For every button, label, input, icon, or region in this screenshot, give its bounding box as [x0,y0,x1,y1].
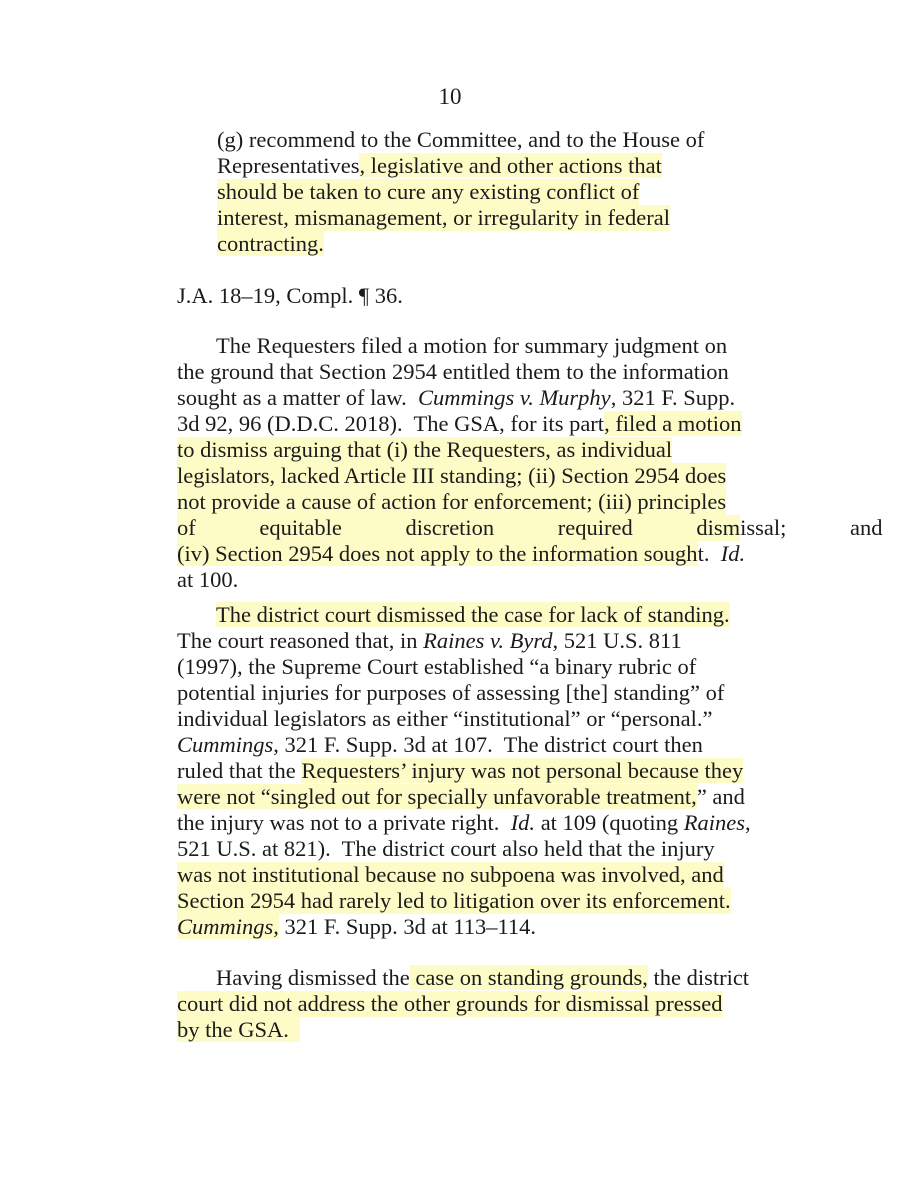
citation: J.A. 18–19, Compl. ¶ 36. [177,283,403,308]
text-line: 521 U.S. at 821). The district court also held that the injury [177,836,715,861]
text-line: potential injuries for purposes of assessing [the] standing” of [177,680,725,705]
text-line: sought as a matter of law. Cummings v. Murphy, 321 F. Supp. [177,385,736,410]
quote-line: interest, mismanagement, or irregularity in federal [217,205,670,230]
quote-line: should be taken to cure any existing conflict of [217,179,640,204]
text-line: ruled that the Requesters’ injury was not personal because they [177,758,744,783]
page-number: 10 [438,84,462,109]
text-line: of equitable discretion required dismissal; and [177,515,883,540]
text-line: the ground that Section 2954 entitled them to the information [177,359,729,384]
text-line: (1997), the Supreme Court established “a binary rubric of [177,654,697,679]
text-line: court did not address the other grounds for dismissal pressed [177,991,723,1016]
text-line: The district court dismissed the case for lack of standing. [216,602,730,627]
text-line: by the GSA. [177,1017,300,1043]
text-line: was not institutional because no subpoena was involved, and [177,862,724,887]
quote-line: contracting. [217,231,324,256]
text-line: Section 2954 had rarely led to litigation over its enforcement. [177,888,731,913]
text-line: Cummings, 321 F. Supp. 3d at 107. The district court then [177,732,703,757]
text-line: at 100. [177,567,239,592]
text-line: (iv) Section 2954 does not apply to the information sought. Id. [177,541,746,566]
text-line: to dismiss arguing that (i) the Requesters, as individual [177,437,673,462]
text-line: Having dismissed the case on standing grounds, the district [216,965,750,990]
text-line: were not “singled out for specially unfavorable treatment,” and [177,784,745,809]
text-line: The court reasoned that, in Raines v. Byrd, 521 U.S. 811 [177,628,682,653]
text-line: 3d 92, 96 (D.D.C. 2018). The GSA, for its part, filed a motion [177,411,742,436]
quote-line: (g) recommend to the Committee, and to the House of [217,127,705,152]
quote-line: Representatives, legislative and other actions that [217,153,662,178]
text-line: the injury was not to a private right. Id. at 109 (quoting Raines, [177,810,751,835]
text-line: The Requesters filed a motion for summary judgment on [216,333,728,358]
text-line: not provide a cause of action for enforcement; (iii) principles [177,489,727,514]
text-line: Cummings, 321 F. Supp. 3d at 113–114. [177,914,537,939]
text-line: legislators, lacked Article III standing; (ii) Section 2954 does [177,463,727,488]
text-line: individual legislators as either “institutional” or “personal.” [177,706,713,731]
